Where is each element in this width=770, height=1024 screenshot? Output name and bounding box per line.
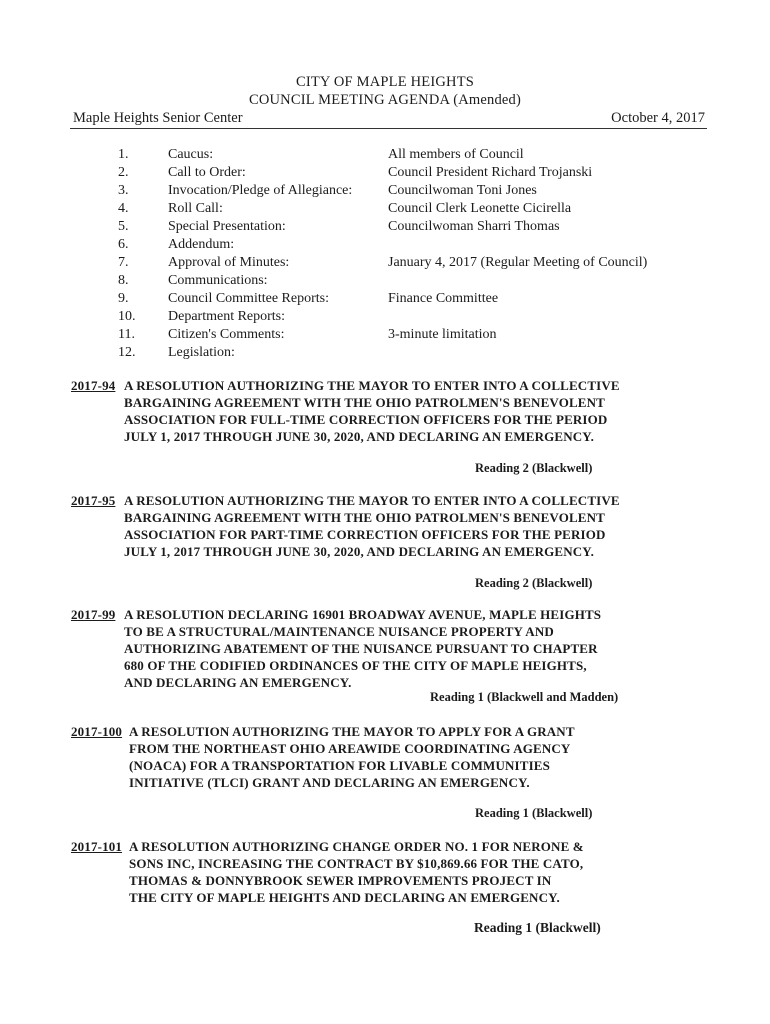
agenda-number: 12. bbox=[118, 345, 136, 360]
agenda-detail: All members of Council bbox=[388, 147, 524, 162]
legislation-text bbox=[129, 839, 584, 907]
legislation-number: 2017-95 bbox=[71, 493, 116, 508]
agenda-number: 6. bbox=[118, 237, 129, 252]
reading-label: Reading 2 (Blackwell) bbox=[475, 461, 593, 475]
agenda-item: Citizen's Comments: bbox=[168, 327, 285, 342]
agenda-item: Legislation: bbox=[168, 345, 235, 360]
legislation-line: (NOACA) FOR A TRANSPORTATION FOR LIVABLE COMMUNITIES bbox=[129, 758, 550, 773]
agenda-item: Approval of Minutes: bbox=[168, 255, 290, 270]
legislation-text bbox=[124, 607, 601, 692]
legislation-line: ASSOCIATION FOR PART-TIME CORRECTION OFFICERS FOR THE PERIOD bbox=[124, 527, 606, 542]
agenda-row bbox=[118, 237, 718, 255]
reading-label: Reading 1 (Blackwell) bbox=[474, 920, 601, 935]
agenda-row bbox=[118, 327, 718, 345]
agenda-item: Council Committee Reports: bbox=[168, 291, 329, 306]
legislation-line: A RESOLUTION AUTHORIZING THE MAYOR TO ENTER INTO A COLLECTIVE bbox=[124, 378, 620, 393]
agenda-row bbox=[118, 201, 718, 219]
agenda-title: COUNCIL MEETING AGENDA (Amended) bbox=[248, 92, 522, 108]
legislation-number: 2017-99 bbox=[71, 607, 116, 622]
agenda-item: Call to Order: bbox=[168, 165, 246, 180]
meeting-location: Maple Heights Senior Center bbox=[73, 110, 243, 126]
legislation-line: JULY 1, 2017 THROUGH JUNE 30, 2020, AND DECLARING AN EMERGENCY. bbox=[124, 429, 595, 444]
agenda-row bbox=[118, 273, 718, 291]
agenda-item: Communications: bbox=[168, 273, 268, 288]
agenda-item: Department Reports: bbox=[168, 309, 286, 324]
legislation-text bbox=[124, 378, 620, 446]
agenda-number: 7. bbox=[118, 255, 129, 270]
agenda-detail: Councilwoman Sharri Thomas bbox=[388, 219, 560, 234]
agenda-item: Roll Call: bbox=[168, 201, 223, 216]
agenda-number: 11. bbox=[118, 327, 135, 342]
legislation-line: ASSOCIATION FOR FULL-TIME CORRECTION OFFICERS FOR THE PERIOD bbox=[124, 412, 608, 427]
legislation-line: FROM THE NORTHEAST OHIO AREAWIDE COORDINATING AGENCY bbox=[129, 741, 571, 756]
legislation-text bbox=[124, 493, 620, 561]
reading-label: Reading 2 (Blackwell) bbox=[475, 576, 593, 590]
legislation-number: 2017-100 bbox=[71, 724, 123, 739]
agenda-row bbox=[118, 345, 718, 363]
agenda-list bbox=[118, 147, 718, 363]
agenda-number: 8. bbox=[118, 273, 129, 288]
legislation-number: 2017-101 bbox=[71, 839, 123, 854]
agenda-detail: Council President Richard Trojanski bbox=[388, 165, 593, 180]
legislation-line: AUTHORIZING ABATEMENT OF THE NUISANCE PURSUANT TO CHAPTER bbox=[124, 641, 598, 656]
legislation-line: BARGAINING AGREEMENT WITH THE OHIO PATROLMEN'S BENEVOLENT bbox=[124, 395, 605, 410]
agenda-number: 4. bbox=[118, 201, 129, 216]
agenda-item: Special Presentation: bbox=[168, 219, 286, 234]
legislation-line: THOMAS & DONNYBROOK SEWER IMPROVEMENTS PROJECT IN bbox=[129, 873, 552, 888]
meeting-date: October 4, 2017 bbox=[611, 110, 705, 126]
legislation-line: A RESOLUTION DECLARING 16901 BROADWAY AVENUE, MAPLE HEIGHTS bbox=[124, 607, 602, 622]
legislation-line: INITIATIVE (TLCI) GRANT AND DECLARING AN EMERGENCY. bbox=[129, 775, 530, 790]
reading-label: Reading 1 (Blackwell) bbox=[475, 806, 593, 820]
legislation-line: SONS INC, INCREASING THE CONTRACT BY $10,869.66 FOR THE CATO, bbox=[129, 856, 584, 871]
legislation-line: TO BE A STRUCTURAL/MAINTENANCE NUISANCE PROPERTY AND bbox=[124, 624, 554, 639]
agenda-detail: Finance Committee bbox=[388, 291, 499, 306]
agenda-number: 10. bbox=[118, 309, 136, 324]
legislation-line: 680 OF THE CODIFIED ORDINANCES OF THE CITY OF MAPLE HEIGHTS, bbox=[124, 658, 587, 673]
legislation-line: A RESOLUTION AUTHORIZING THE MAYOR TO ENTER INTO A COLLECTIVE bbox=[124, 493, 620, 508]
agenda-row bbox=[118, 147, 718, 165]
agenda-number: 3. bbox=[118, 183, 129, 198]
agenda-row bbox=[118, 183, 718, 201]
agenda-number: 9. bbox=[118, 291, 129, 306]
legislation-line: AND DECLARING AN EMERGENCY. bbox=[124, 675, 352, 690]
agenda-detail: Councilwoman Toni Jones bbox=[388, 183, 537, 198]
agenda-item: Caucus: bbox=[168, 147, 214, 162]
legislation-line: BARGAINING AGREEMENT WITH THE OHIO PATROLMEN'S BENEVOLENT bbox=[124, 510, 605, 525]
agenda-detail: January 4, 2017 (Regular Meeting of Council) bbox=[388, 255, 648, 270]
legislation-line: A RESOLUTION AUTHORIZING THE MAYOR TO APPLY FOR A GRANT bbox=[129, 724, 575, 739]
legislation-number: 2017-94 bbox=[71, 378, 116, 393]
city-name: CITY OF MAPLE HEIGHTS bbox=[295, 74, 475, 90]
legislation-line: A RESOLUTION AUTHORIZING CHANGE ORDER NO. 1 FOR NERONE & bbox=[129, 839, 584, 854]
agenda-item: Invocation/Pledge of Allegiance: bbox=[168, 183, 353, 198]
agenda-row bbox=[118, 309, 718, 327]
header-line bbox=[70, 108, 707, 129]
agenda-number: 1. bbox=[118, 147, 129, 162]
agenda-row bbox=[118, 255, 718, 273]
agenda-detail: Council Clerk Leonette Cicirella bbox=[388, 201, 572, 216]
legislation-line: JULY 1, 2017 THROUGH JUNE 30, 2020, AND DECLARING AN EMERGENCY. bbox=[124, 544, 595, 559]
agenda-item: Addendum: bbox=[168, 237, 235, 252]
agenda-row bbox=[118, 219, 718, 237]
agenda-number: 2. bbox=[118, 165, 129, 180]
agenda-row bbox=[118, 165, 718, 183]
legislation-text bbox=[129, 724, 575, 792]
legislation-line: THE CITY OF MAPLE HEIGHTS AND DECLARING AN EMERGENCY. bbox=[129, 890, 560, 905]
agenda-detail: 3-minute limitation bbox=[388, 327, 497, 342]
agenda-row bbox=[118, 291, 718, 309]
agenda-number: 5. bbox=[118, 219, 129, 234]
reading-label: Reading 1 (Blackwell and Madden) bbox=[430, 690, 619, 704]
